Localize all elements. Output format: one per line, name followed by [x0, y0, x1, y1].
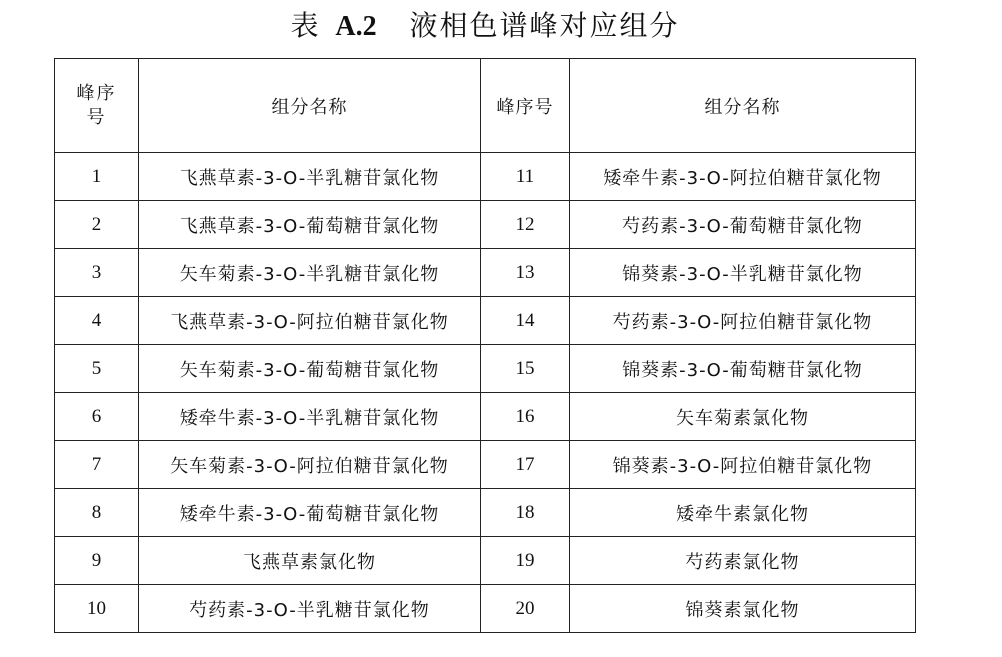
component-name-cell: 飞燕草素-3-O-半乳糖苷氯化物: [139, 153, 481, 201]
peak-number-cell: 2: [55, 201, 139, 249]
component-name-cell: 矮牵牛素-3-O-葡萄糖苷氯化物: [139, 489, 481, 537]
table-title-number: A.2: [335, 11, 377, 42]
table-title-text: 液相色谱峰对应组分: [409, 9, 680, 42]
peak-number-cell: 20: [481, 585, 570, 633]
component-name-cell: 芍药素氯化物: [570, 537, 916, 585]
table-row: [55, 585, 916, 633]
component-name-cell: 矢车菊素氯化物: [570, 393, 916, 441]
peak-number-cell: 15: [481, 345, 570, 393]
component-name-cell: 飞燕草素-3-O-葡萄糖苷氯化物: [139, 201, 481, 249]
header-peak-number-label: 峰序号: [76, 82, 117, 128]
table-header-row: [55, 59, 916, 153]
peak-number-cell: 5: [55, 345, 139, 393]
component-name-cell: 矢车菊素-3-O-阿拉伯糖苷氯化物: [139, 441, 481, 489]
table-row: [55, 441, 916, 489]
table-row: [55, 153, 916, 201]
component-name-cell: 飞燕草素氯化物: [139, 537, 481, 585]
component-name-cell: 芍药素-3-O-葡萄糖苷氯化物: [570, 201, 916, 249]
peak-number-cell: 16: [481, 393, 570, 441]
peak-number-cell: 14: [481, 297, 570, 345]
peak-number-cell: 6: [55, 393, 139, 441]
peak-component-table: [54, 58, 916, 633]
component-name-cell: 矢车菊素-3-O-葡萄糖苷氯化物: [139, 345, 481, 393]
component-name-cell: 锦葵素-3-O-阿拉伯糖苷氯化物: [570, 441, 916, 489]
peak-number-cell: 12: [481, 201, 570, 249]
table-row: [55, 393, 916, 441]
peak-number-cell: 19: [481, 537, 570, 585]
peak-number-cell: 4: [55, 297, 139, 345]
component-name-cell: 锦葵素-3-O-葡萄糖苷氯化物: [570, 345, 916, 393]
peak-number-cell: 17: [481, 441, 570, 489]
table-row: [55, 201, 916, 249]
peak-number-cell: 7: [55, 441, 139, 489]
component-name-cell: 锦葵素-3-O-半乳糖苷氯化物: [570, 249, 916, 297]
component-name-cell: 飞燕草素-3-O-阿拉伯糖苷氯化物: [139, 297, 481, 345]
component-name-cell: 矮牵牛素氯化物: [570, 489, 916, 537]
component-name-cell: 矮牵牛素-3-O-半乳糖苷氯化物: [139, 393, 481, 441]
component-name-cell: 芍药素-3-O-半乳糖苷氯化物: [139, 585, 481, 633]
peak-number-cell: 18: [481, 489, 570, 537]
table-title: [0, 4, 970, 49]
table-row: [55, 345, 916, 393]
header-peak-number: 峰序号: [481, 59, 570, 153]
peak-number-cell: 9: [55, 537, 139, 585]
peak-number-cell: 8: [55, 489, 139, 537]
table-row: [55, 489, 916, 537]
peak-number-cell: 11: [481, 153, 570, 201]
table-row: [55, 249, 916, 297]
table-title-prefix: 表: [290, 9, 321, 42]
header-component-name: 组分名称: [139, 59, 481, 153]
header-peak-number: [55, 59, 139, 153]
peak-number-cell: 1: [55, 153, 139, 201]
peak-number-cell: 10: [55, 585, 139, 633]
component-name-cell: 芍药素-3-O-阿拉伯糖苷氯化物: [570, 297, 916, 345]
component-name-cell: 锦葵素氯化物: [570, 585, 916, 633]
header-component-name: 组分名称: [570, 59, 916, 153]
table-row: [55, 537, 916, 585]
peak-number-cell: 3: [55, 249, 139, 297]
component-name-cell: 矢车菊素-3-O-半乳糖苷氯化物: [139, 249, 481, 297]
peak-number-cell: 13: [481, 249, 570, 297]
table-row: [55, 297, 916, 345]
component-name-cell: 矮牵牛素-3-O-阿拉伯糖苷氯化物: [570, 153, 916, 201]
